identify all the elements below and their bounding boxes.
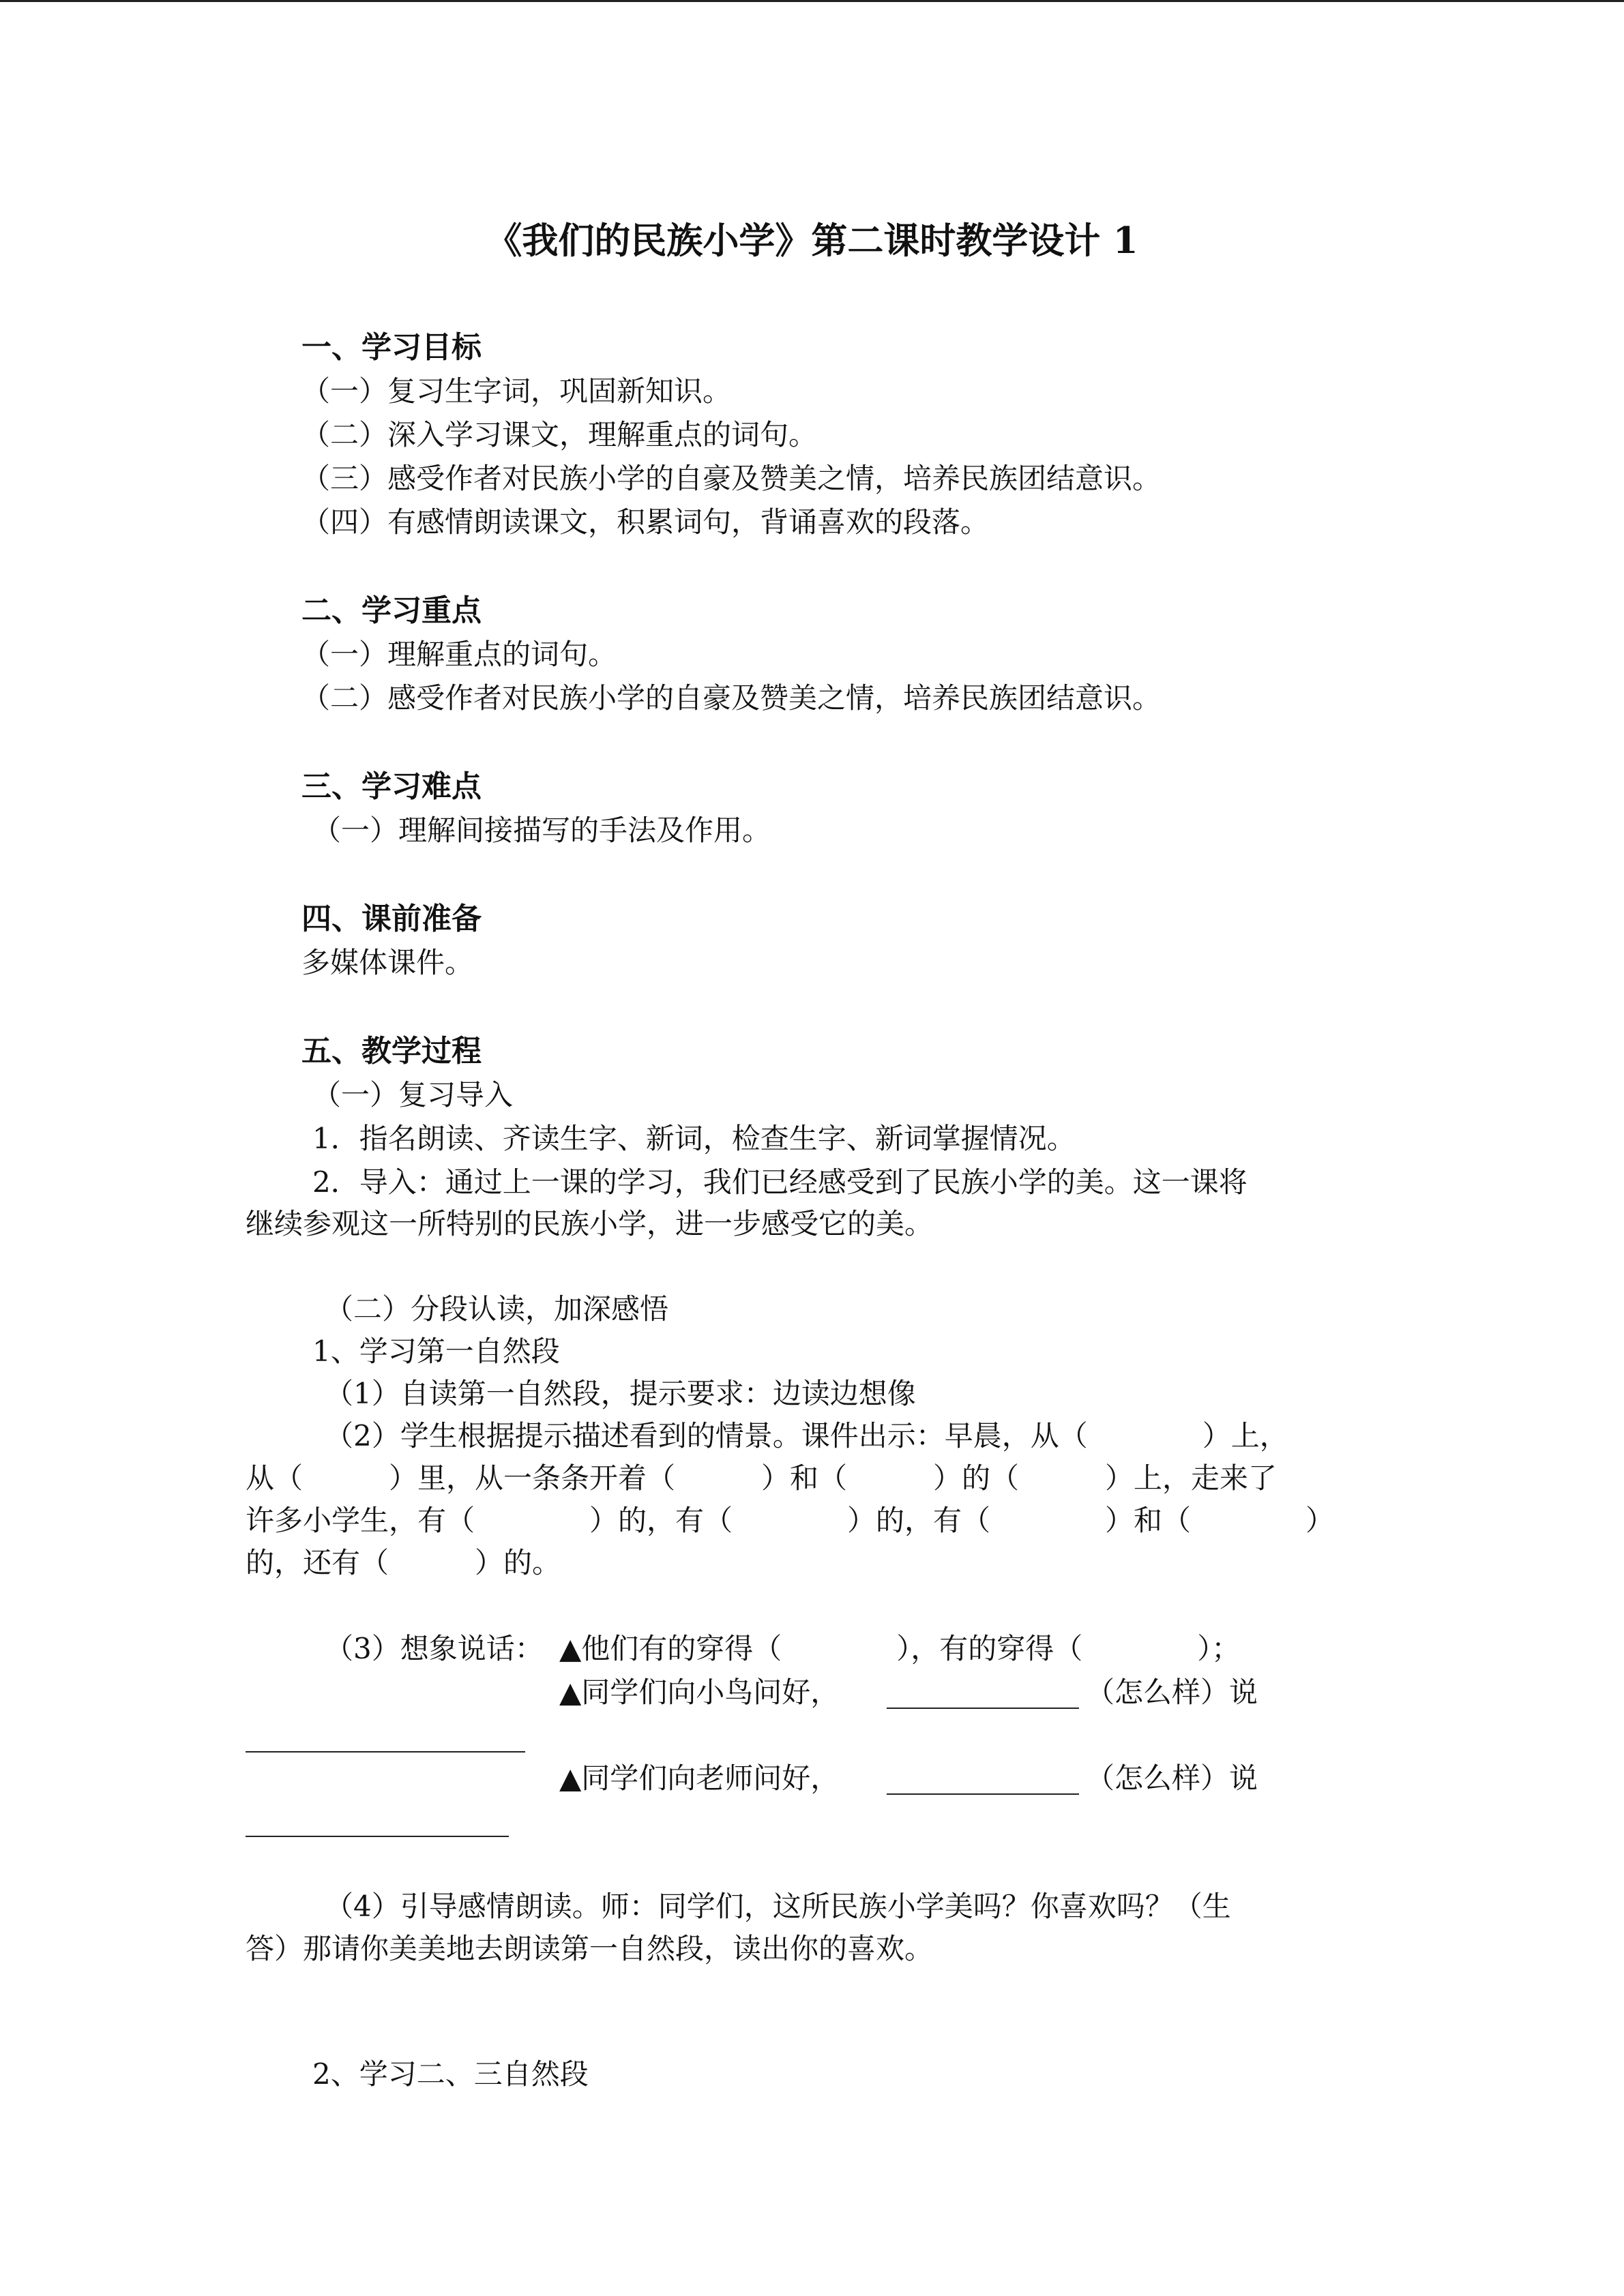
section-heading-preparation: 四、课前准备 — [301, 901, 482, 936]
question-3-item-c-suffix: （怎么样）说 — [1086, 1761, 1258, 1795]
answer-blank-b-inline[interactable] — [887, 1708, 1079, 1709]
goal-item-3: （三）感受作者对民族小学的自豪及赞美之情，培养民族团结意识。 — [301, 462, 1162, 495]
question-3-item-b-text: ▲同学们向小鸟问好， — [559, 1675, 840, 1709]
goal-item-1: （一）复习生字词，巩固新知识。 — [301, 374, 732, 408]
process-part1-step2-line1: 2．导入：通过上一课的学习，我们已经感受到了民族小学的美。这一课将 — [312, 1165, 1247, 1199]
goal-item-2: （二）深入学习课文，理解重点的词句。 — [301, 418, 818, 451]
question-3-item-b-suffix: （怎么样）说 — [1086, 1675, 1258, 1709]
question-3-item-a: ▲他们有的穿得（ ），有的穿得（ ）； — [559, 1632, 1241, 1665]
process-part1-step1: 1．指名朗读、齐读生字、新词，检查生字、新词掌握情况。 — [312, 1122, 1076, 1155]
process-part1-step2-line2: 继续参观这一所特别的民族小学，进一步感受它的美。 — [246, 1207, 934, 1240]
section-heading-difficulties: 三、学习难点 — [301, 769, 482, 804]
key-point-item-1: （一）理解重点的词句。 — [301, 638, 617, 671]
question-2-line1: （2）学生根据提示描述看到的情景。课件出示：早晨，从（ ）上， — [325, 1419, 1288, 1452]
process-part2-sub2-title: 2、学习二、三自然段 — [312, 2057, 589, 2091]
section-heading-goals: 一、学习目标 — [301, 330, 482, 365]
page-title: 《我们的民族小学》第二课时教学设计 1 — [486, 220, 1138, 262]
process-part1-title: （一）复习导入 — [312, 1078, 514, 1112]
process-part2-sub1-title: 1、学习第一自然段 — [312, 1335, 560, 1368]
goal-item-4: （四）有感情朗读课文，积累词句，背诵喜欢的段落。 — [301, 505, 990, 539]
preparation-text: 多媒体课件。 — [301, 946, 474, 979]
question-2-line2: 从（ ）里，从一条条开着（ ）和（ ）的（ ）上，走来了 — [246, 1461, 1278, 1495]
question-1: （1）自读第一自然段，提示要求：边读边想像 — [325, 1377, 916, 1410]
section-heading-key-points: 二、学习重点 — [301, 593, 482, 628]
process-part2-title: （二）分段认读，加深感悟 — [325, 1292, 669, 1326]
question-3-prefix: （3）想象说话： — [325, 1632, 544, 1665]
answer-blank-c[interactable] — [246, 1836, 509, 1837]
question-3-item-c-text: ▲同学们向老师问好， — [559, 1761, 840, 1795]
question-2-line4: 的，还有（ ）的。 — [246, 1546, 561, 1579]
top-border — [0, 0, 1624, 2]
key-point-item-2: （二）感受作者对民族小学的自豪及赞美之情，培养民族团结意识。 — [301, 681, 1162, 715]
question-4-line2: 答）那请你美美地去朗读第一自然段，读出你的喜欢。 — [246, 1932, 934, 1965]
section-heading-process: 五、教学过程 — [301, 1034, 482, 1069]
answer-blank-c-inline[interactable] — [887, 1793, 1079, 1795]
question-2-line3: 许多小学生，有（ ）的，有（ ）的，有（ ）和（ ） — [246, 1504, 1335, 1537]
question-4-line1: （4）引导感情朗读。师：同学们，这所民族小学美吗？你喜欢吗？（生 — [325, 1890, 1231, 1923]
difficulty-item-1: （一）理解间接描写的手法及作用。 — [312, 814, 771, 847]
answer-blank-b[interactable] — [246, 1751, 525, 1753]
